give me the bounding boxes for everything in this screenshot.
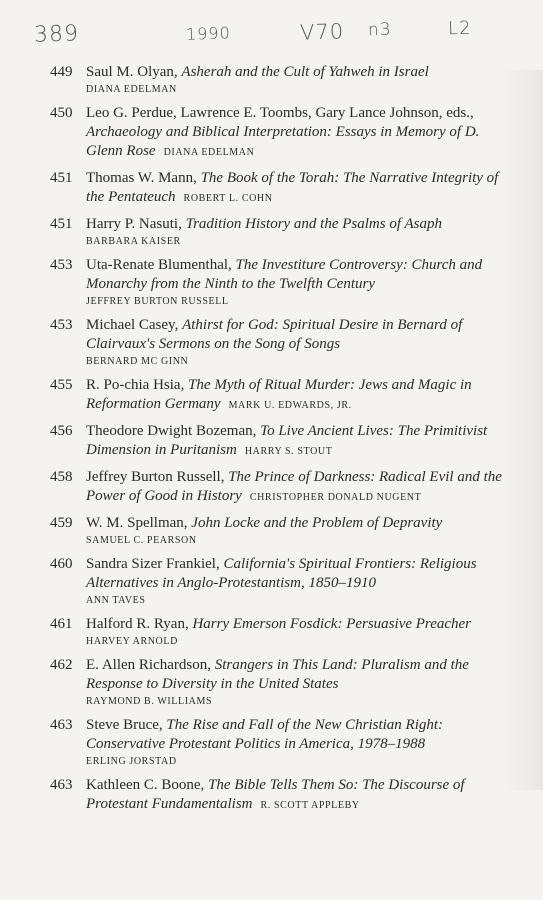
reviewer-name: ROBERT L. COHN (183, 193, 273, 204)
entry-content (86, 215, 518, 248)
book-title: Athirst for God: Spiritual Desire in Bernard of Clairvaux's Sermons on the Song of Songs (86, 317, 463, 352)
book-title: Harry Emerson Fosdick: Persuasive Preacher (192, 616, 472, 632)
citation (86, 169, 518, 207)
book-author: Theodore Dwight Bozeman, (86, 423, 261, 439)
book-title: The Bible Tells Them So: The Discourse of Protestant Fundamentalism (86, 777, 465, 812)
citation (86, 514, 518, 533)
reviewer-name: ERLING JORSTAD (86, 756, 177, 767)
citation (86, 316, 518, 354)
page-number: 449 (50, 64, 73, 80)
book-title: To Live Ancient Lives: The Primitivist Dimension in Puritanism (86, 423, 488, 458)
review-entry (50, 422, 518, 460)
page-number: 462 (50, 657, 73, 673)
citation (86, 63, 518, 82)
entry-content (86, 776, 518, 814)
review-entry (50, 656, 518, 708)
entry-content (86, 422, 518, 460)
page-number: 458 (50, 469, 73, 485)
reviewer-name: DIANA EDELMAN (86, 84, 177, 95)
book-title: John Locke and the Problem of Depravity (191, 515, 443, 531)
review-entry (50, 256, 518, 308)
book-title: The Investiture Controversy: Church and Monarchy from the Ninth to the Twelfth Century (86, 257, 483, 292)
citation (86, 376, 518, 414)
reviewer-name: ANN TAVES (86, 595, 146, 606)
reviewer-name: RAYMOND B. WILLIAMS (86, 696, 213, 707)
page-number: 459 (50, 515, 73, 531)
book-author: E. Allen Richardson, (86, 657, 215, 673)
entry-content (86, 468, 518, 506)
review-entry (50, 169, 518, 207)
entry-content (86, 615, 518, 648)
citation (86, 716, 518, 754)
review-entry (50, 376, 518, 414)
entry-content (86, 104, 518, 161)
page-number: 463 (50, 777, 73, 793)
review-entry (50, 316, 518, 368)
book-author: Kathleen C. Boone, (86, 777, 209, 793)
citation (86, 215, 518, 234)
review-entry (50, 63, 518, 96)
page-number: 453 (50, 257, 73, 273)
book-title: Tradition History and the Psalms of Asaph (185, 216, 442, 232)
book-author: R. Po-chia Hsia, (86, 377, 189, 393)
handwritten-annotations (0, 16, 543, 56)
citation (86, 256, 518, 294)
citation (86, 104, 518, 161)
citation (86, 422, 518, 460)
handwritten-note: n3 (367, 19, 392, 41)
review-entry (50, 716, 518, 768)
book-title: The Myth of Ritual Murder: Jews and Magic in Reformation Germany (86, 377, 472, 412)
book-author: Steve Bruce, (86, 717, 167, 733)
book-title: The Prince of Darkness: Radical Evil and the Power of Good in History (86, 469, 502, 504)
handwritten-note: 1990 (185, 23, 232, 44)
citation (86, 656, 518, 694)
page-number: 460 (50, 556, 73, 572)
page-number: 461 (50, 616, 73, 632)
book-author: Uta-Renate Blumenthal, (86, 257, 236, 273)
page-number: 451 (50, 170, 73, 186)
entry-content (86, 169, 518, 207)
review-entry (50, 555, 518, 607)
page-number: 455 (50, 377, 73, 393)
citation (86, 615, 518, 634)
reviewer-name: R. SCOTT APPLEBY (260, 800, 360, 811)
book-title: Archaeology and Biblical Interpretation: Essays in Memory of D. Glenn Rose (86, 124, 480, 159)
reviewer-name: CHRISTOPHER DONALD NUGENT (249, 492, 422, 503)
reviewer-name: HARVEY ARNOLD (86, 636, 178, 647)
citation (86, 468, 518, 506)
book-author: Michael Casey, (86, 317, 183, 333)
book-author: Thomas W. Mann, (86, 170, 201, 186)
review-entry (50, 776, 518, 814)
reviewer-name: DIANA EDELMAN (163, 147, 255, 158)
book-title: The Book of the Torah: The Narrative Integrity of the Pentateuch (86, 170, 499, 205)
book-review-list (50, 63, 518, 822)
book-title: California's Spiritual Frontiers: Religious Alternatives in Anglo-Protestantism, 1850–1910 (86, 556, 477, 591)
entry-content (86, 656, 518, 708)
book-title: The Rise and Fall of the New Christian Right: Conservative Protestant Politics in America, 1978–1988 (86, 717, 444, 752)
book-author: Sandra Sizer Frankiel, (86, 556, 224, 572)
book-author: Saul M. Olyan, (86, 64, 182, 80)
reviewer-name: JEFFREY BURTON RUSSELL (86, 296, 229, 307)
book-author: W. M. Spellman, (86, 515, 192, 531)
entry-content (86, 376, 518, 414)
entry-content (86, 256, 518, 308)
citation (86, 555, 518, 593)
handwritten-note: L2 (447, 17, 472, 40)
entry-content (86, 514, 518, 547)
entry-content (86, 63, 518, 96)
entry-content (86, 555, 518, 607)
reviewer-name: HARRY S. STOUT (244, 446, 333, 457)
reviewer-name: BERNARD MC GINN (86, 356, 189, 367)
page-number: 450 (50, 105, 73, 121)
handwritten-note: 389 (33, 21, 80, 48)
citation (86, 776, 518, 814)
book-author: Jeffrey Burton Russell, (86, 469, 229, 485)
page-number: 451 (50, 216, 73, 232)
book-author: Leo G. Perdue, Lawrence E. Toombs, Gary Lance Johnson, eds., (86, 105, 474, 121)
handwritten-note: V70 (299, 19, 345, 45)
book-title: Strangers in This Land: Pluralism and the Response to Diversity in the United States (86, 657, 469, 692)
book-author: Halford R. Ryan, (86, 616, 193, 632)
review-entry (50, 615, 518, 648)
reviewer-name: BARBARA KAISER (86, 236, 181, 247)
book-title: Asherah and the Cult of Yahweh in Israel (181, 64, 429, 80)
page-number: 456 (50, 423, 73, 439)
page-number: 463 (50, 717, 73, 733)
page-number: 453 (50, 317, 73, 333)
reviewer-name: MARK U. EDWARDS, JR. (228, 400, 352, 411)
review-entry (50, 514, 518, 547)
entry-content (86, 316, 518, 368)
reviewer-name: SAMUEL C. PEARSON (86, 535, 197, 546)
review-entry (50, 215, 518, 248)
review-entry (50, 104, 518, 161)
book-author: Harry P. Nasuti, (86, 216, 186, 232)
entry-content (86, 716, 518, 768)
review-entry (50, 468, 518, 506)
